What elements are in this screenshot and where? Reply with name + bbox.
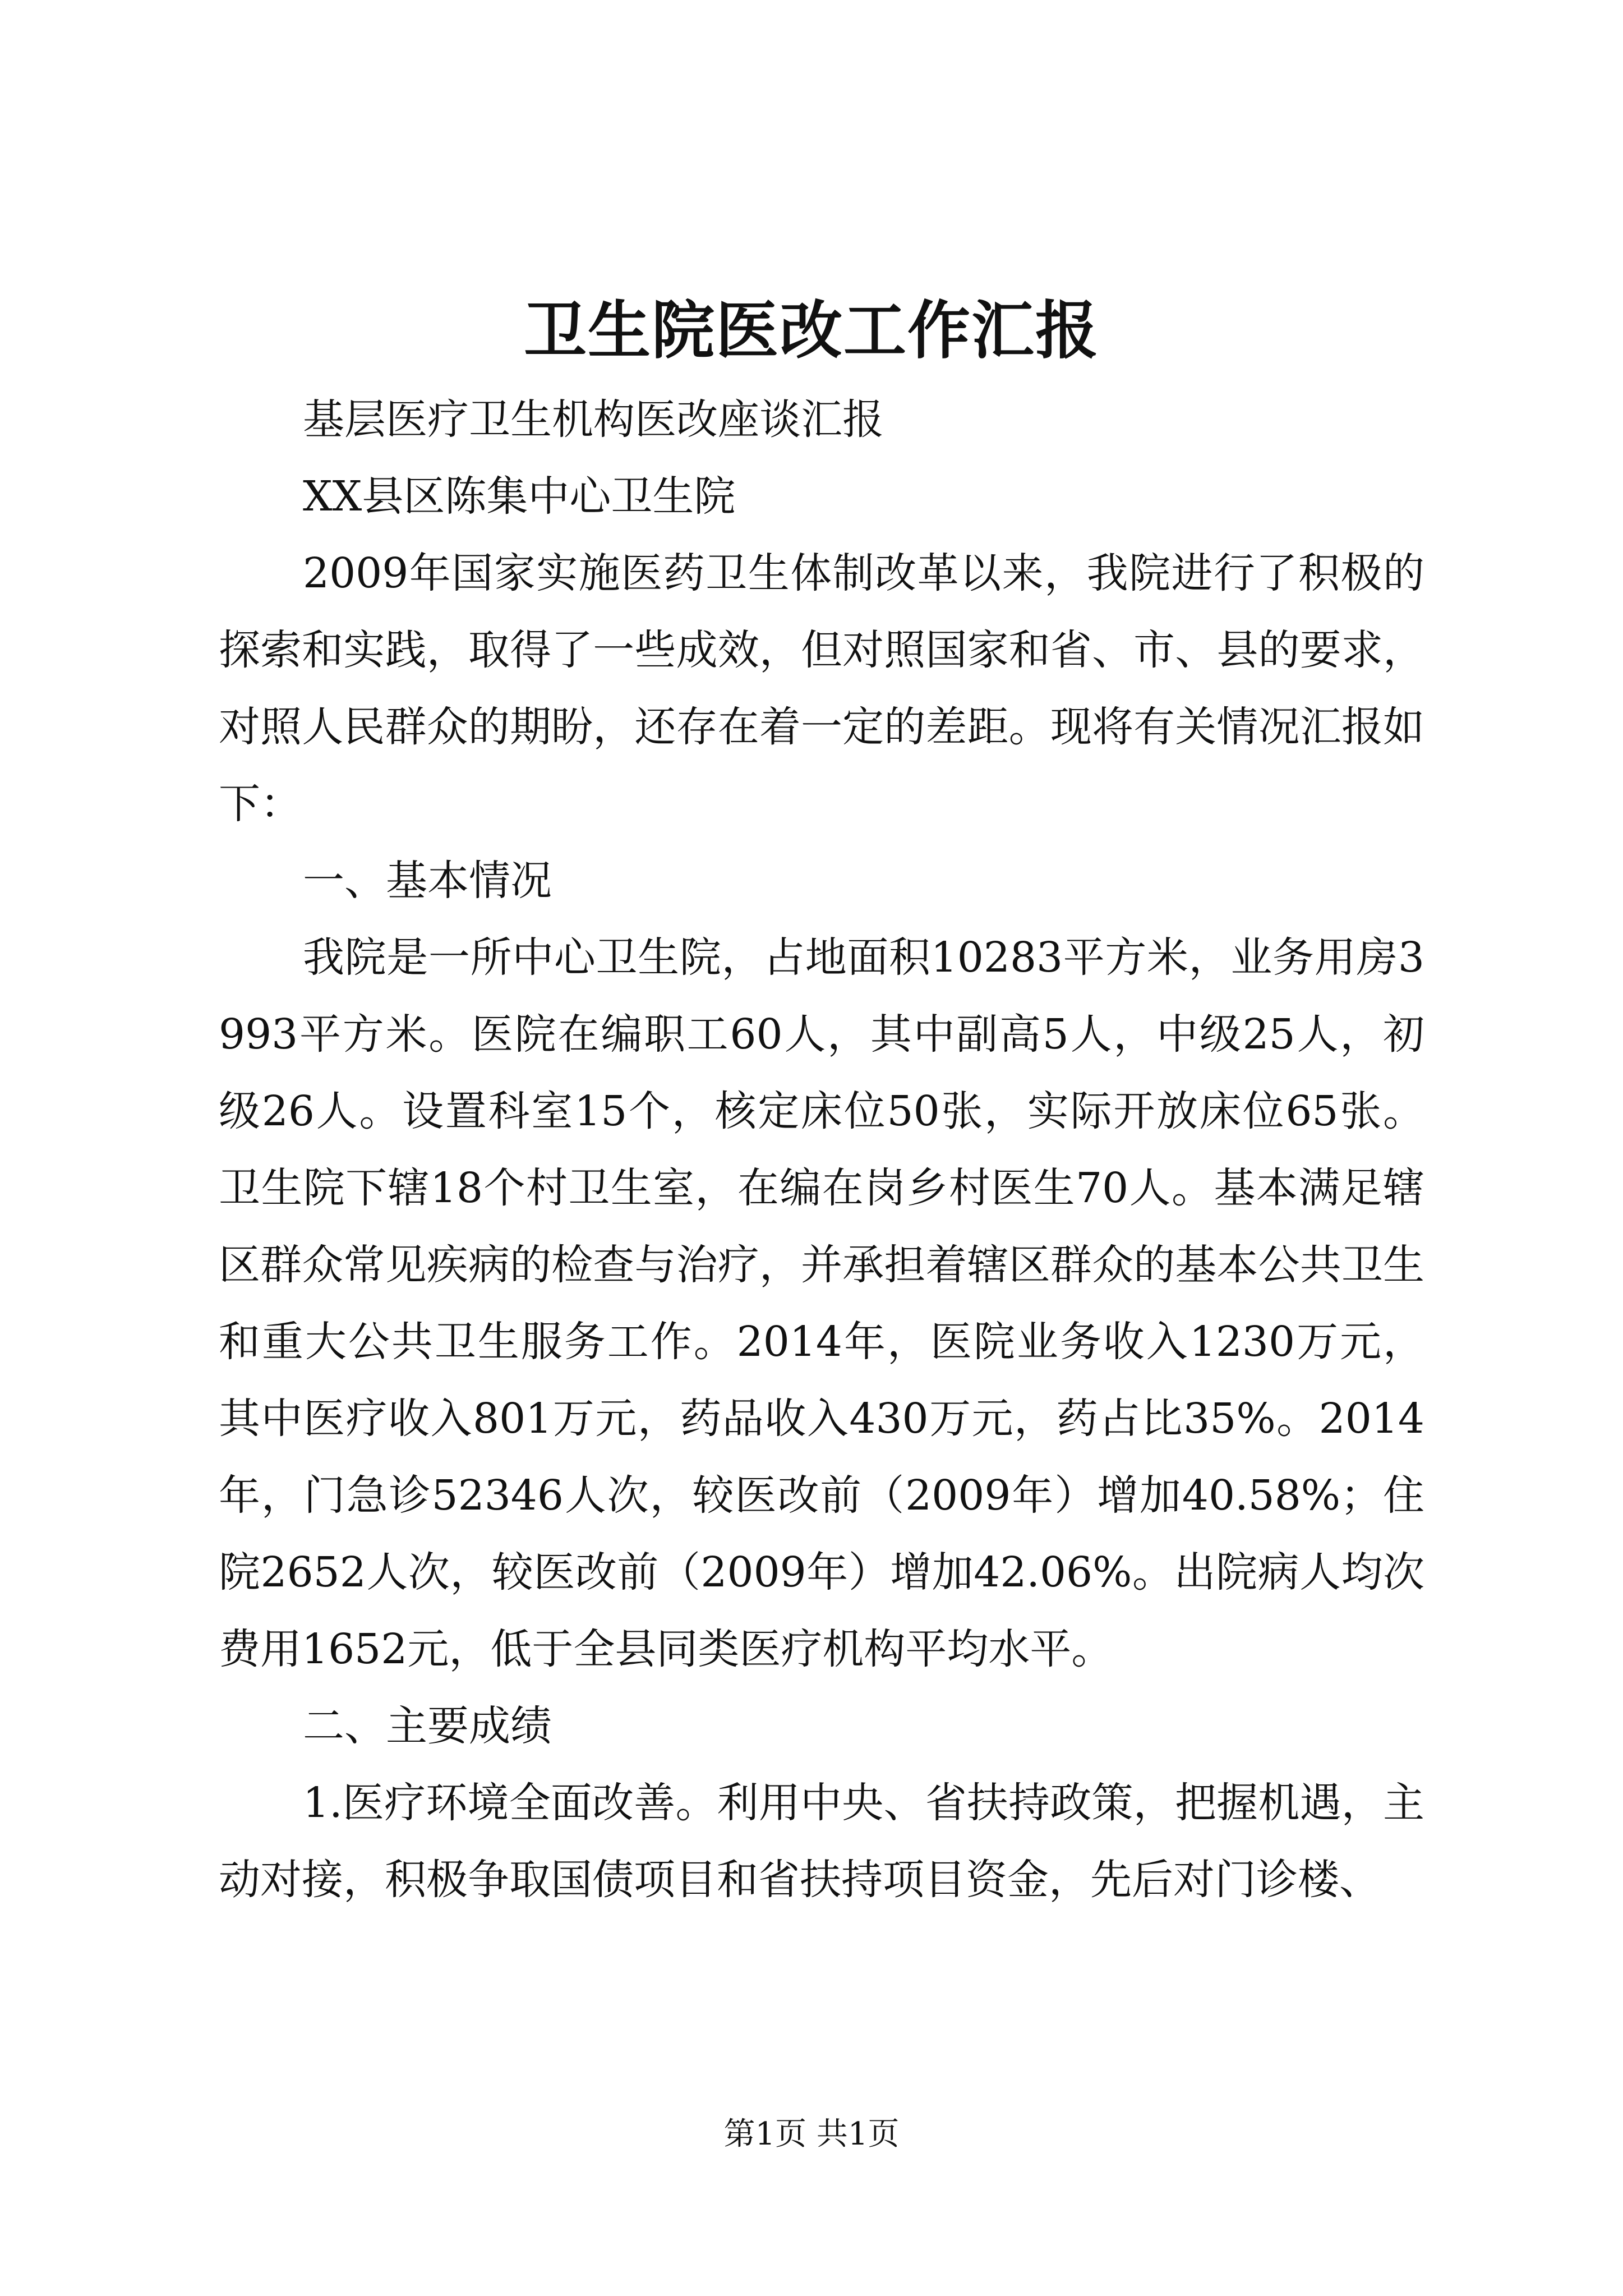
section-heading-achievements: 二、主要成绩 — [303, 1702, 552, 1750]
page-footer: 第1页 共1页 — [723, 2116, 900, 2152]
organization-paragraph: XX县区陈集中心卫生院 — [303, 472, 736, 521]
intro-paragraph: 2009年国家实施医药卫生体制改革以来，我院进行了积极的探索和实践，取得了一些成效，但对照国家和省、市、县的要求，对照人民群众的期盼，还存在着一定的差距。现将有关情况汇报如下： — [219, 549, 1424, 828]
achievement-paragraph: 1.医疗环境全面改善。利用中央、省扶持政策，把握机遇，主动对接，积极争取国债项目和省扶持项目资金，先后对门诊楼、 — [219, 1779, 1424, 1904]
basic-info-paragraph: 我院是一所中心卫生院，占地面积10283平方米，业务用房3993平方米。医院在编职工60人，其中副高5人，中级25人，初级26人。设置科室15个，核定床位50张，实际开放床位65张。卫生院下辖18个村卫生室，在编在岗乡村医生70人。基本满足辖区群众常见疾病的检查与治疗，并承担着辖区群众的基本公共卫生和重大公共卫生服务工作。2014年，医院业务收入1230万元，其中医疗收入801万元，药品收入430万元，药占比35%。2014年，门急诊52346人次，较医改前（2009年）增加40.58%；住院2652人次，较医改前（2009年）增加42.06%。出院病人均次费用1652元，低于全县同类医疗机构平均水平。 — [219, 933, 1424, 1673]
section-heading-basic: 一、基本情况 — [303, 857, 552, 905]
document-body — [219, 381, 1424, 1918]
subtitle-paragraph: 基层医疗卫生机构医改座谈汇报 — [303, 395, 884, 444]
document-title: 卫生院医改工作汇报 — [524, 294, 1099, 367]
